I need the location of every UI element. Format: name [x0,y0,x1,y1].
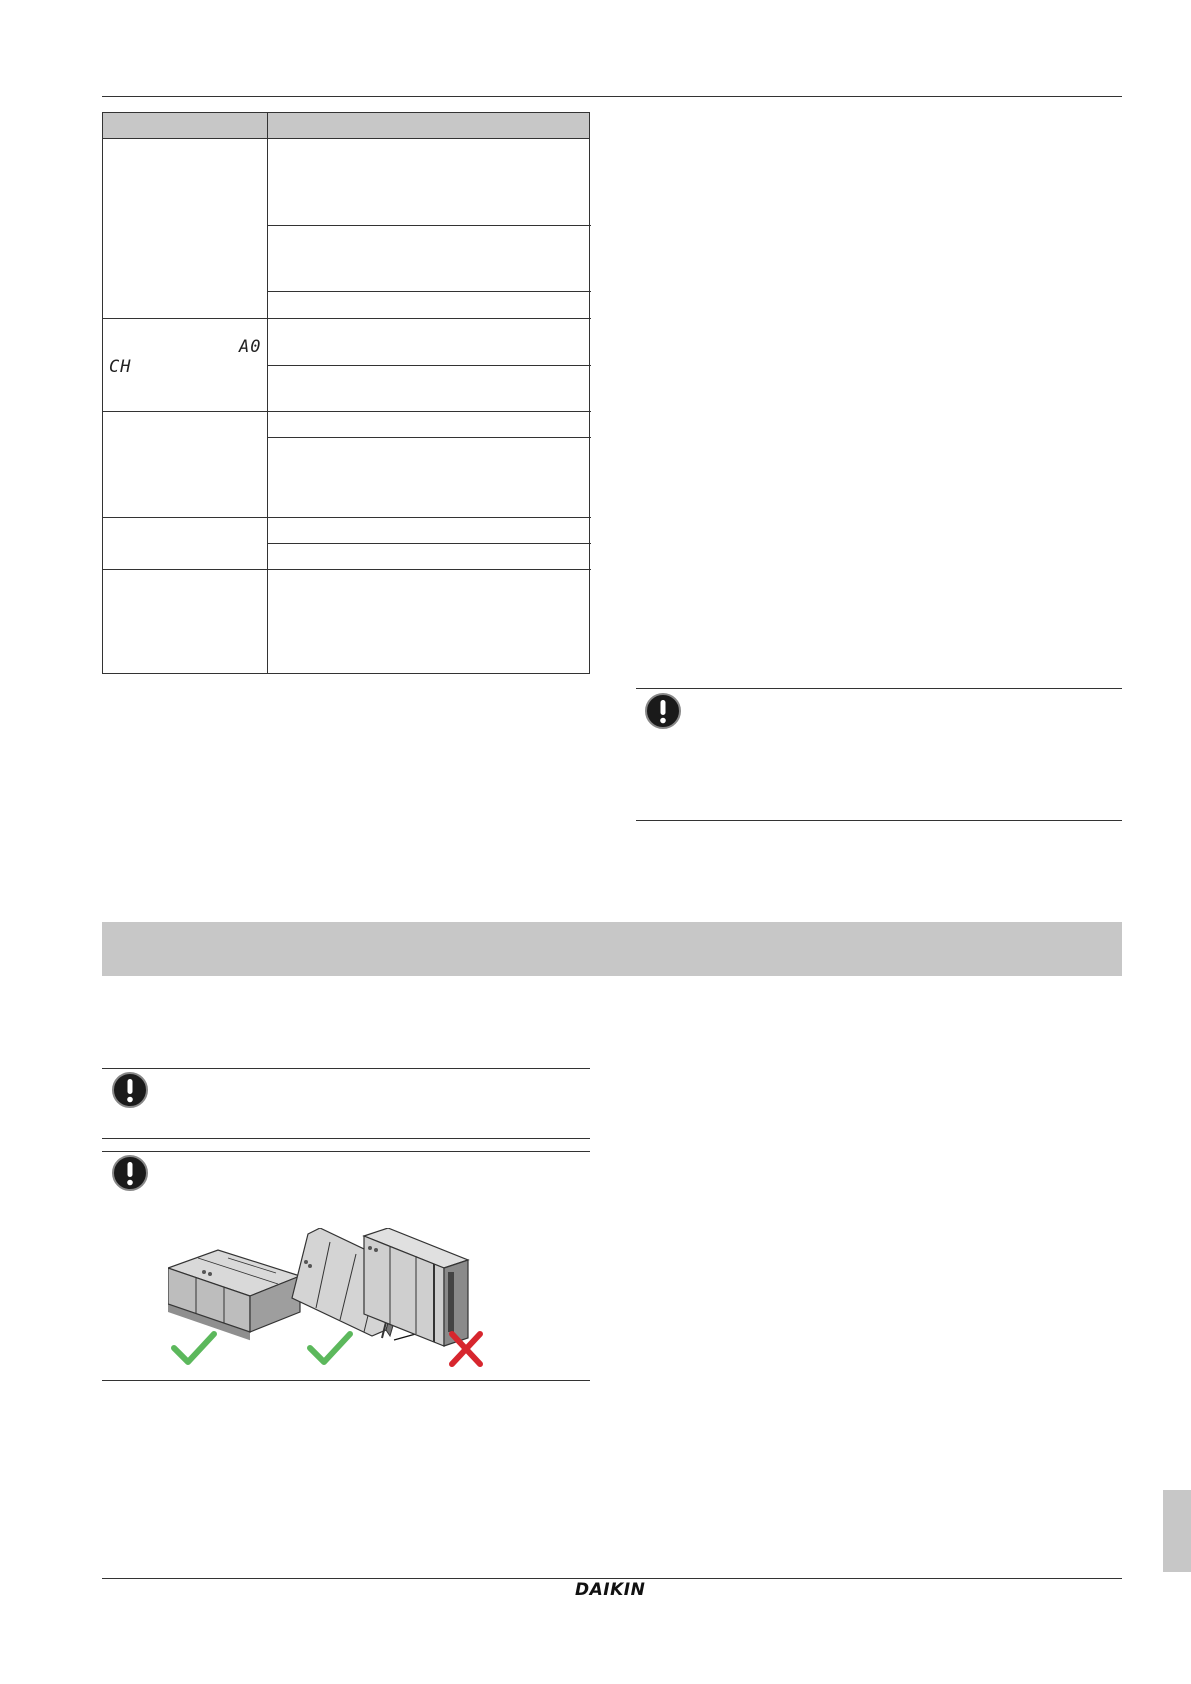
table-row-line [103,411,591,412]
table-row-line [267,543,591,544]
unit-orientation-illustration [168,1228,504,1372]
notice-rule-top [102,1151,590,1152]
table-row-line [103,318,591,319]
section-heading-banner [102,922,1122,976]
display-code-a0: A0 [239,337,262,357]
footer-rule [102,1578,1122,1579]
table-row-line [103,517,591,518]
error-code-table [102,112,590,674]
notice-rule-top [102,1068,590,1069]
exclamation-circle-icon [111,1071,149,1109]
table-row-line [267,437,591,438]
table-header-row [103,113,589,139]
exclamation-circle-icon [644,692,682,730]
display-code-ch: CH [109,357,132,377]
brand-logo-text: DAIKIN [575,1580,646,1598]
check-icon [310,1334,350,1362]
header-rule [102,96,1122,97]
exclamation-circle-icon [111,1154,149,1192]
notice-rule-bottom [636,820,1122,821]
unit-flat [168,1250,300,1340]
notice-rule-bottom [102,1138,590,1139]
notice-rule-bottom [102,1380,590,1381]
table-row-line [103,569,591,570]
check-icon [174,1334,214,1362]
table-row-line [267,291,591,292]
side-tab [1163,1490,1191,1572]
notice-rule-top [636,688,1122,689]
table-row-line [267,225,591,226]
table-row-line [267,365,591,366]
daikin-logo [575,1580,651,1598]
table-column-divider [267,113,268,673]
